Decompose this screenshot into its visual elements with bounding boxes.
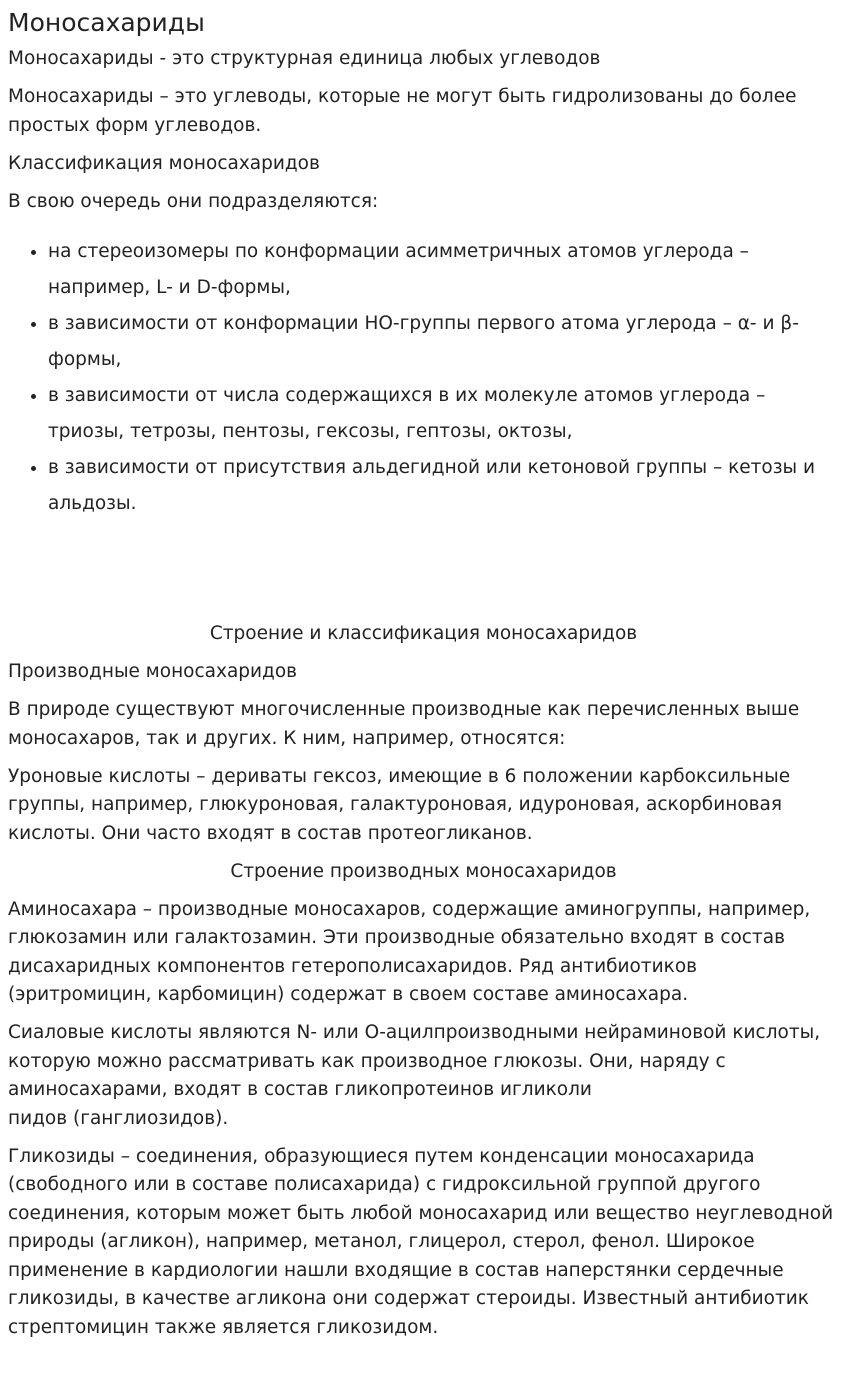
figure-caption-structure: Строение и классификация моносахаридов <box>209 623 638 644</box>
list-item: • на стереоизомеры по конформации асимметричных атомов углерода – например, L- и D-формы, <box>48 234 839 306</box>
sialic-acids-text: Сиаловые кислоты являются N- или О-ацилпроизводными нейраминовой кислоты, которую можно рассматривать как производное глюкозы. Они, наряду с аминосахарами, входят в состав гликопротеинов игликоли <box>8 1022 821 1100</box>
paragraph-aminosugars: Аминосахара – производные моносахаров, содержащие аминогруппы, например, глюкозамин или галактозамин. Эти производные обязательно входят в состав дисахаридных компонентов гетерополисахаридов. Ряд антибиотиков (эритромицин, карбомицин) содержат в своем составе аминосахара. <box>8 898 811 1005</box>
list-item: • в зависимости от числа содержащихся в их молекуле атомов углерода – триозы, тетрозы, пентозы, гексозы, гептозы, октозы, <box>48 378 839 450</box>
paragraph-definition-short: Моносахариды - это структурная единица любых углеводов <box>8 48 601 69</box>
paragraph-definition-long: Моносахариды – это углеводы, которые не могут быть гидролизованы до более простых форм углеводов. <box>8 86 797 136</box>
list-item: • в зависимости от конформации НО-группы первого атома углерода – α- и β-формы, <box>48 306 839 378</box>
paragraph-sialic-acids <box>8 1019 839 1133</box>
paragraph-subdivision-intro: В свою очередь они подразделяются: <box>8 190 379 212</box>
paragraph-derivatives-heading: Производные моносахаридов <box>8 661 298 682</box>
list-item: • в зависимости от присутствия альдегидной или кетоновой группы – кетозы и альдозы. <box>48 450 839 522</box>
paragraph-glycosides: Гликозиды – соединения, образующиеся путем конденсации моносахарида (свободного или в составе полисахарида) с гидроксильной группой другого соединения, которым может быть любой моносахарид или вещество неуглеводной природы (агликон), например, метанол, глицерол, стерол, фенол. Широкое применение в кардиологии нашли входящие в состав наперстянки сердечные гликозиды, в качестве агликона они содержат стероиды. Известный антибиотик стрептомицин также является гликозидом. <box>8 1145 834 1338</box>
image-placeholder-space <box>8 522 839 620</box>
page-title: Моносахариды <box>8 8 205 37</box>
figure-caption-derivatives: Строение производных моносахаридов <box>230 860 617 882</box>
paragraph-classification-heading: Классификация моносахаридов <box>8 152 320 174</box>
sialic-acids-text-end: пидов (ганглиозидов). <box>8 1107 229 1129</box>
paragraph-derivatives-intro: В природе существуют многочисленные производные как перечисленных выше моносахаров, так и других. К ним, например, относятся: <box>8 699 800 749</box>
classification-list <box>8 234 839 522</box>
paragraph-uronic-acids: Уроновые кислоты – дериваты гексоз, имеющие в 6 положении карбоксильные группы, например, глюкуроновая, галактуроновая, идуроновая, аскорбиновая кислоты. Они часто входят в состав протеогликанов. <box>8 765 791 844</box>
document-page <box>0 8 847 1342</box>
